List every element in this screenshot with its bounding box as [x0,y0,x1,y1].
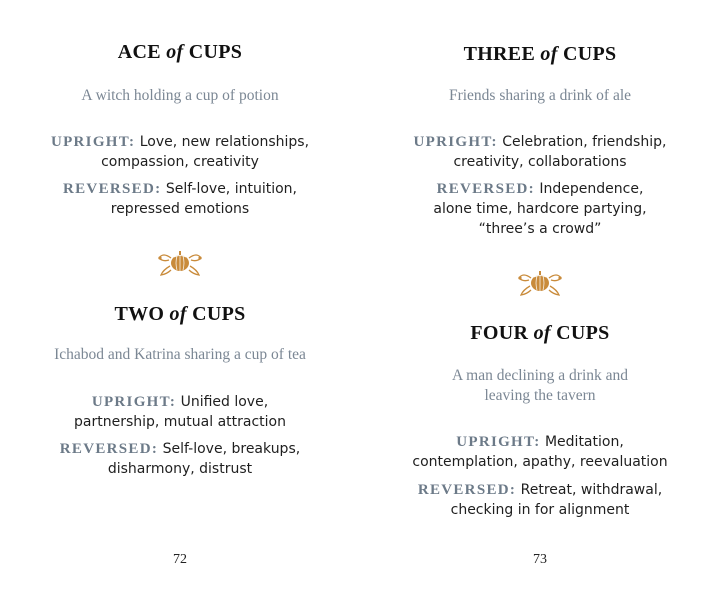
three-of-cups-description: Friends sharing a drink of ale [448,87,632,104]
three-reversed [360,179,720,239]
reversed-label: REVERSED: [63,181,162,197]
two-of-cups-title [0,303,360,326]
title-word: ACE [117,41,161,63]
title-of: of [169,303,187,325]
right-page [360,0,720,600]
reversed-text: Self-love, breakups, [162,441,301,457]
upright-text: Meditation, [544,434,624,450]
reversed-text: Independence, [539,181,644,197]
reversed-text: Retreat, withdrawal, [520,482,663,498]
upright-text: Love, new relationships, [139,134,310,150]
three-of-cups-title [360,43,720,66]
pumpkin-ornament-icon [515,264,565,300]
upright-label: UPRIGHT: [50,134,136,150]
ace-of-cups-title [0,41,360,64]
description-line: leaving the tavern [484,387,596,404]
page-number: 72 [173,552,187,567]
two-upright [0,392,360,432]
two-reversed [0,439,360,479]
upright-text: contemplation, apathy, reevaluation [412,454,668,470]
upright-label: UPRIGHT: [456,434,541,450]
four-reversed [360,480,720,520]
ace-upright [0,132,360,172]
reversed-text: disharmony, distrust [107,461,253,477]
two-of-cups-description: Ichabod and Katrina sharing a cup of tea [54,346,306,363]
title-word: TWO [114,303,165,325]
title-word: CUPS [562,43,617,65]
title-word: THREE [463,43,536,65]
title-of: of [540,43,558,65]
upright-label: UPRIGHT: [413,134,498,150]
title-word: CUPS [192,303,246,325]
ace-of-cups-description: A witch holding a cup of potion [81,87,279,104]
title-of: of [166,41,184,63]
upright-text: Celebration, friendship, [502,134,667,150]
reversed-text: repressed emotions [110,201,250,217]
upright-text: compassion, creativity [101,154,259,170]
title-of: of [533,322,551,344]
reversed-text: Self-love, intuition, [165,181,297,197]
four-of-cups-description [360,366,720,406]
upright-text: Unified love, [180,394,269,410]
three-upright [360,132,720,172]
title-word: CUPS [556,322,610,344]
title-word: FOUR [470,322,529,344]
reversed-text: “three’s a crowd” [478,221,602,237]
upright-label: UPRIGHT: [91,394,177,410]
description-line: A man declining a drink and [451,367,629,384]
ace-reversed [0,179,360,219]
upright-text: partnership, mutual attraction [74,414,286,430]
four-upright [360,432,720,472]
title-word: CUPS [188,41,243,63]
four-of-cups-title [360,322,720,345]
reversed-text: checking in for alignment [450,502,630,518]
reversed-label: REVERSED: [59,441,159,457]
upright-text: creativity, collaborations [453,154,627,170]
reversed-label: REVERSED: [436,181,535,197]
pumpkin-ornament-icon [155,244,205,280]
reversed-label: REVERSED: [417,482,517,498]
page-number: 73 [533,552,547,567]
reversed-text: alone time, hardcore partying, [433,201,647,217]
